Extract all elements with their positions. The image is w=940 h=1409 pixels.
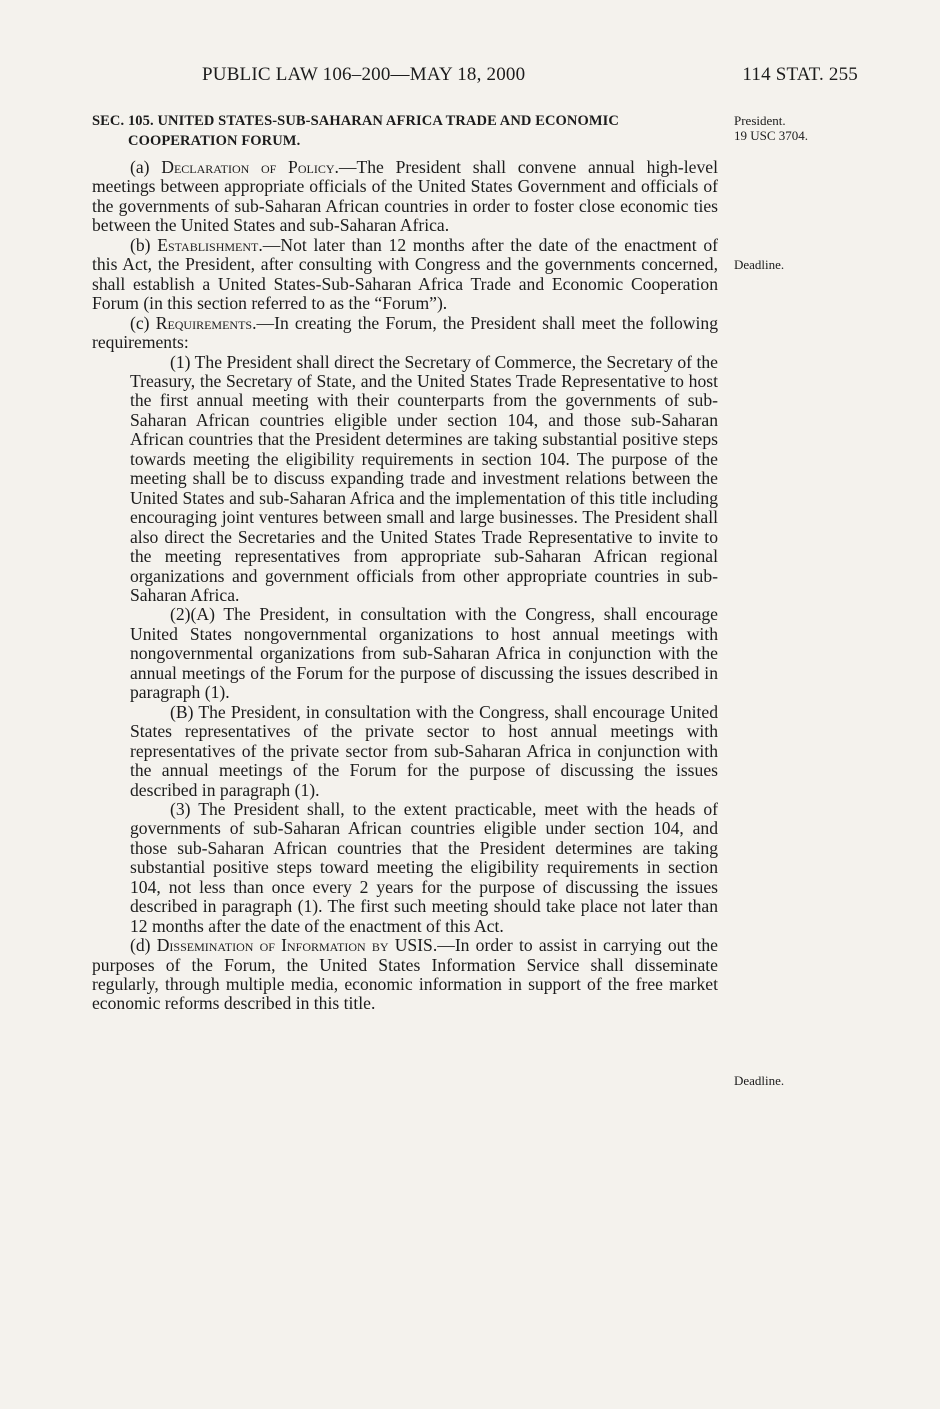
margin-note-usc: 19 USC 3704. <box>734 128 809 143</box>
section-heading: SEC. 105. UNITED STATES-SUB-SAHARAN AFRICA TRADE AND ECONOMIC COOPERATION FORUM. <box>92 113 619 149</box>
paragraph-label: (c) <box>130 312 156 333</box>
paragraph-label: (d) <box>130 935 157 956</box>
paragraph-heading: Requirements. <box>155 312 257 333</box>
paragraph-b <box>92 236 718 314</box>
paragraph-a <box>92 158 718 236</box>
stat-page-number: 114 STAT. 255 <box>742 64 858 85</box>
paragraph-text: —In creating the Forum, the President shall meet the following requirements: <box>92 312 718 353</box>
margin-note-president: President. <box>734 113 786 128</box>
paragraph-d <box>92 936 718 1014</box>
section-body <box>92 111 718 1014</box>
subparagraph-c2b: (B) The President, in consultation with the Congress, shall encourage United States representatives of the private sector to host annual meetings with representatives of the private sector from sub-Saharan Africa in conjunction with the annual meetings of the Forum for the purpose of discussing the issues described in paragraph (1). <box>130 701 718 800</box>
paragraph-heading: Establishment. <box>157 234 263 255</box>
paragraph-c <box>92 314 718 353</box>
subparagraph-c3: (3) The President shall, to the extent practicable, meet with the heads of governments of sub-Saharan African countries eligible under section 104, and those sub-Saharan African countries that the President determines are taking substantial positive steps toward meeting the eligibility requirements in section 104, not less than once every 2 years for the purpose of discussing the issues described in paragraph (1). The first such meeting should take place not later than 12 months after the date of the enactment of this Act. <box>130 798 718 936</box>
subparagraph-c2a: (2)(A) The President, in consultation with the Congress, shall encourage United States nongovernmental organizations to host annual meetings with nongovernmental organizations from sub-Saharan Africa in conjunction with the annual meetings of the Forum for the purpose of discussing the issues described in paragraph (1). <box>130 604 718 703</box>
paragraph-label: (b) <box>130 234 158 255</box>
law-title: PUBLIC LAW 106–200—MAY 18, 2000 <box>202 64 526 85</box>
paragraph-heading: Declaration of Policy. <box>161 157 339 177</box>
margin-note-deadline: Deadline. <box>734 1073 785 1088</box>
paragraph-text: —In order to assist in carrying out the purposes of the Forum, the United States Information Service shall disseminate regularly, through multiple media, economic information in support of the free market economic reforms described in this title. <box>92 935 718 1014</box>
paragraph-text: —The President shall convene annual high-level meetings between appropriate officials of the United States Government and officials of the governments of sub-Saharan African countries in order to foster close economic ties between the United States and sub-Saharan Africa. <box>92 157 718 236</box>
paragraph-label: (a) <box>130 157 162 177</box>
margin-note-deadline: Deadline. <box>734 257 785 272</box>
paragraph-text: —Not later than 12 months after the date of the enactment of this Act, the President, after consulting with Congress and the governments concerned, shall establish a United States-Sub-Saharan Africa Trade and Economic Cooperation Forum (in this section referred to as the “Forum”). <box>92 234 718 314</box>
subparagraph-c1: (1) The President shall direct the Secretary of Commerce, the Secretary of the Treasury, the Secretary of State, and the United States Trade Representative to host the first annual meeting with their counterparts from the governments of sub-Saharan African countries eligible under section 104, and those sub-Saharan African countries that the President determines are taking substantial positive steps towards meeting the eligibility requirements in section 104. The purpose of the meeting shall be to discuss expanding trade and investment relations between the United States and sub-Saharan Africa and the implementation of this title including encouraging joint ventures between small and large businesses. The President shall also direct the Secretaries and the United States Trade Representative to invite to the meeting representatives from appropriate sub-Saharan African regional organizations and government officials from other appropriate countries in sub-Saharan Africa. <box>130 351 718 605</box>
paragraph-heading: Dissemination of Information by USIS. <box>156 935 438 956</box>
